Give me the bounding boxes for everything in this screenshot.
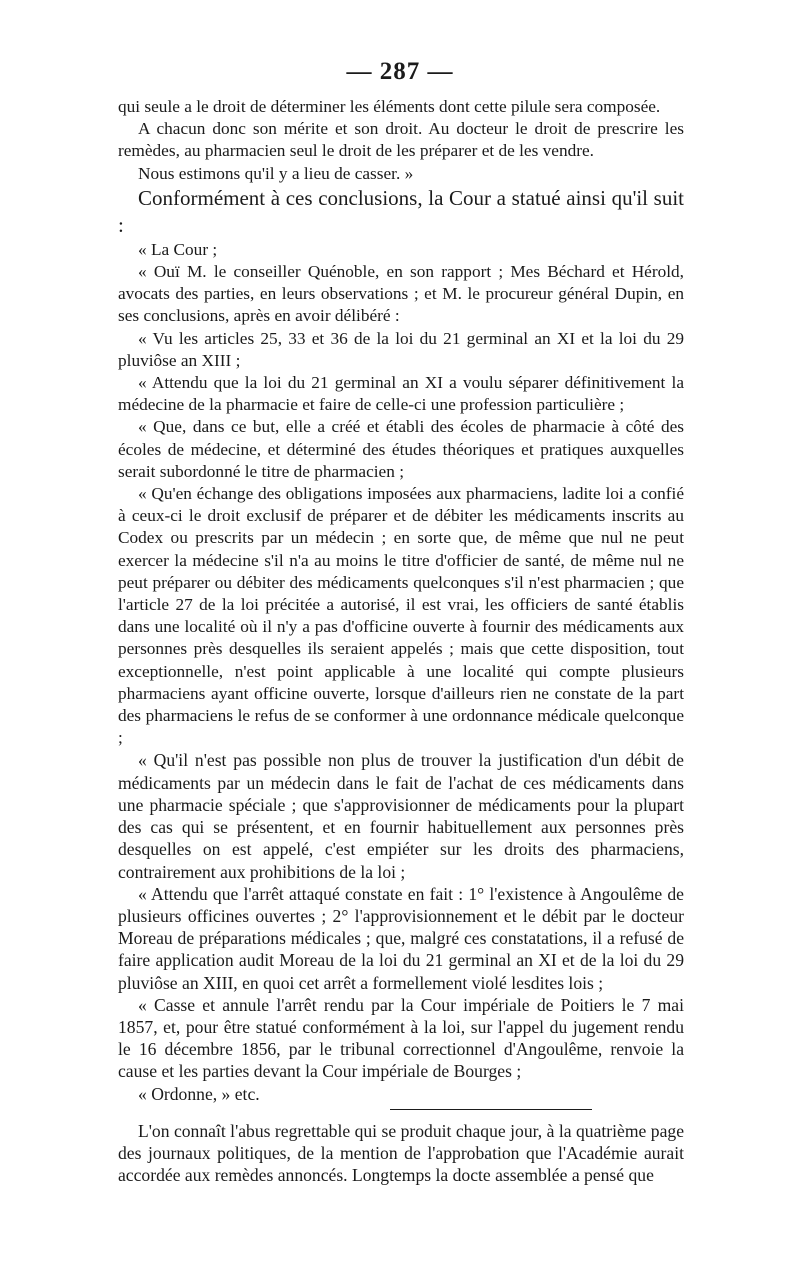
paragraph: « Qu'il n'est pas possible non plus de trouver la justification d'un débit de médicaments par un médecin dans le fait de l'achat de ces médicaments dans une pharmacie spéciale ; que s'approvisionner de médicaments pour la plupart des cas qui se présentent, et en fournir habituellement aux personnes près desquelles on est appelé, c'est empiéter sur les droits des pharmaciens, contrairement aux prohibitions de la loi ;: [118, 750, 684, 882]
paragraph: « Ordonne, » etc.: [138, 1083, 260, 1104]
separator-rule: [390, 1109, 592, 1110]
page-body: [118, 96, 684, 1186]
paragraph: « Que, dans ce but, elle a créé et établi des écoles de pharmacie à côté des écoles de médecine, et déterminé des études théoriques et pratiques auxquelles serait subordonné le titre de pharmacien ;: [118, 417, 684, 481]
paragraph: « La Cour ;: [138, 239, 218, 259]
paragraph: « Attendu que la loi du 21 germinal an XI a voulu séparer définitivement la médecine de la pharmacie et faire de celle-ci une profession particulière ;: [118, 373, 684, 415]
paragraph: « Vu les articles 25, 33 et 36 de la loi du 21 germinal an XI et la loi du 29 pluviôse an XIII ;: [118, 328, 684, 370]
paragraph: « Qu'en échange des obligations imposées aux pharmaciens, ladite loi a confié à ceux-ci le droit exclusif de préparer et de débiter les médicaments inscrits au Codex ou prescrits par un médecin ; en sorte que, de même que nul ne peut exercer la médecine s'il n'a au moins le titre d'officier de santé, de même nul ne peut préparer ou débiter des médicaments quelconques s'il n'est pharmacien ; que l'article 27 de la loi précitée a autorisé, il est vrai, les officiers de santé établis dans une localité où il n'y a pas d'officine ouverte à fournir des médicaments aux personnes près desquelles ils seraient appelés ; mais que cette disposition, tout exceptionnelle, n'est point applicable à une localité qui compte plusieurs pharmaciens ayant officine ouverte, lorsque d'ailleurs rien ne constate de la part des pharmaciens le refus de se conformer à une ordonnance médicale quelconque ;: [118, 484, 684, 748]
paragraph: « Casse et annule l'arrêt rendu par la Cour impériale de Poitiers le 7 mai 1857, et, pour être statué conformément à la loi, sur l'appel du jugement rendu le 16 décembre 1856, par le tribunal correctionnel d'Angoulême, renvoie la cause et les parties devant la Cour impériale de Bourges ;: [118, 994, 684, 1082]
paragraph: Nous estimons qu'il y a lieu de casser. »: [138, 163, 414, 183]
paragraph: « Ouï M. le conseiller Quénoble, en son rapport ; Mes Béchard et Hérold, avocats des parties, en leurs observations ; et M. le procureur général Dupin, en ses conclusions, après en avoir délibéré :: [118, 262, 684, 326]
page-number: — 287 —: [346, 58, 454, 85]
paragraph: A chacun donc son mérite et son droit. Au docteur le droit de prescrire les remèdes, au pharmacien seul le droit de les préparer et de les vendre.: [118, 119, 684, 161]
paragraph: L'on connaît l'abus regrettable qui se produit chaque jour, à la quatrième page des journaux politiques, de la mention de l'approbation que l'Académie aurait accordée aux remèdes annoncés. Longtemps la docte assemblée a pensé que: [118, 1120, 684, 1186]
paragraph: qui seule a le droit de déterminer les éléments dont cette pilule sera composée.: [118, 97, 661, 116]
section-paragraph: Conformément à ces conclusions, la Cour a statué ainsi qu'il suit :: [118, 185, 684, 237]
paragraph: « Attendu que l'arrêt attaqué constate en fait : 1° l'existence à Angoulême de plusieurs officines ouvertes ; 2° l'approvisionnement et le débit par le docteur Moreau de préparations médicales ; que, malgré ces constatations, il a refusé de faire application audit Moreau de la loi du 21 germinal an XI et de la loi du 29 pluviôse an XIII, en quoi cet arrêt a formellement violé lesdites lois ;: [118, 883, 684, 993]
